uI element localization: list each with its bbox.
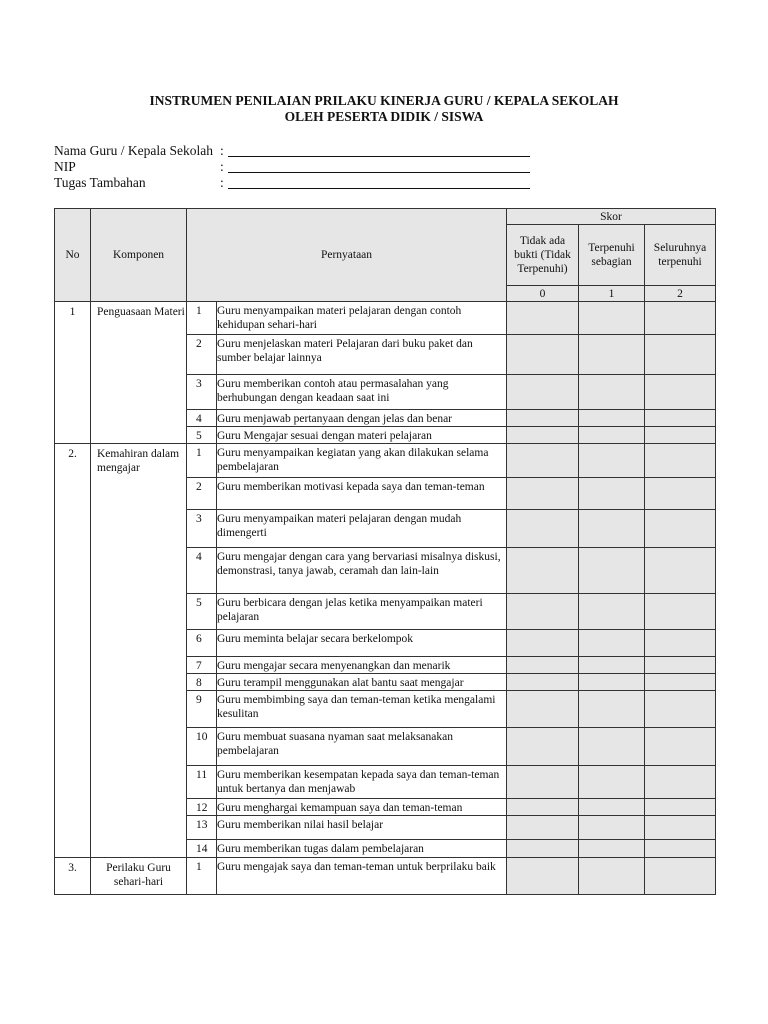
score-cell-2[interactable] xyxy=(645,766,716,799)
item-number: 6 xyxy=(187,630,217,657)
score-cell-1[interactable] xyxy=(579,478,645,510)
score-cell-1[interactable] xyxy=(579,816,645,840)
field-label: Nama Guru / Kepala Sekolah xyxy=(54,143,213,158)
item-statement: Guru menjawab pertanyaan dengan jelas dan benar xyxy=(217,410,507,427)
score-cell-1[interactable] xyxy=(579,799,645,816)
field-fill-line[interactable] xyxy=(228,156,530,157)
score-cell-0[interactable] xyxy=(507,410,579,427)
score-cell-1[interactable] xyxy=(579,335,645,375)
item-number: 4 xyxy=(187,410,217,427)
score-cell-1[interactable] xyxy=(579,444,645,478)
item-statement: Guru memberikan nilai hasil belajar xyxy=(217,816,507,840)
table-row xyxy=(55,858,716,895)
score-cell-0[interactable] xyxy=(507,302,579,335)
item-number: 1 xyxy=(187,444,217,478)
score-cell-1[interactable] xyxy=(579,427,645,444)
header-skor-value-2: 2 xyxy=(645,286,716,302)
score-cell-1[interactable] xyxy=(579,410,645,427)
score-cell-2[interactable] xyxy=(645,335,716,375)
table-row xyxy=(55,444,716,478)
score-cell-0[interactable] xyxy=(507,728,579,766)
score-cell-1[interactable] xyxy=(579,858,645,895)
item-statement: Guru memberikan kesempatan kepada saya dan teman-teman untuk bertanya dan menjawab xyxy=(217,766,507,799)
section-komponen: Penguasaan Materi xyxy=(91,302,187,444)
score-cell-0[interactable] xyxy=(507,858,579,895)
score-cell-2[interactable] xyxy=(645,840,716,858)
item-number: 8 xyxy=(187,674,217,691)
score-cell-2[interactable] xyxy=(645,630,716,657)
score-cell-1[interactable] xyxy=(579,728,645,766)
field-colon: : xyxy=(220,143,224,158)
header-skor-tidak-ada-bukti: Tidak ada bukti (Tidak Terpenuhi) xyxy=(507,225,579,286)
item-number: 4 xyxy=(187,548,217,594)
item-number: 13 xyxy=(187,816,217,840)
score-cell-1[interactable] xyxy=(579,657,645,674)
score-cell-2[interactable] xyxy=(645,657,716,674)
score-cell-2[interactable] xyxy=(645,799,716,816)
score-cell-2[interactable] xyxy=(645,410,716,427)
score-cell-1[interactable] xyxy=(579,375,645,410)
score-cell-0[interactable] xyxy=(507,674,579,691)
field-colon: : xyxy=(220,159,224,174)
field-label: NIP xyxy=(54,159,76,174)
item-statement: Guru menjelaskan materi Pelajaran dari buku paket dan sumber belajar lainnya xyxy=(217,335,507,375)
item-statement: Guru menghargai kemampuan saya dan teman-teman xyxy=(217,799,507,816)
item-statement: Guru mengajak saya dan teman-teman untuk berprilaku baik xyxy=(217,858,507,895)
item-number: 3 xyxy=(187,510,217,548)
field-fill-line[interactable] xyxy=(228,172,530,173)
score-cell-1[interactable] xyxy=(579,630,645,657)
item-statement: Guru berbicara dengan jelas ketika menyampaikan materi pelajaran xyxy=(217,594,507,630)
item-statement: Guru meminta belajar secara berkelompok xyxy=(217,630,507,657)
score-cell-1[interactable] xyxy=(579,840,645,858)
score-cell-2[interactable] xyxy=(645,728,716,766)
score-cell-0[interactable] xyxy=(507,657,579,674)
item-number: 14 xyxy=(187,840,217,858)
score-cell-1[interactable] xyxy=(579,691,645,728)
score-cell-2[interactable] xyxy=(645,510,716,548)
score-cell-0[interactable] xyxy=(507,478,579,510)
score-cell-0[interactable] xyxy=(507,548,579,594)
section-number: 2. xyxy=(55,444,91,858)
item-number: 1 xyxy=(187,858,217,895)
score-cell-2[interactable] xyxy=(645,691,716,728)
score-cell-1[interactable] xyxy=(579,302,645,335)
score-cell-0[interactable] xyxy=(507,335,579,375)
field-colon: : xyxy=(220,175,224,190)
item-number: 12 xyxy=(187,799,217,816)
table-row xyxy=(55,302,716,335)
header-pernyataan: Pernyataan xyxy=(187,209,507,302)
score-cell-2[interactable] xyxy=(645,375,716,410)
section-komponen: Kemahiran dalam mengajar xyxy=(91,444,187,858)
field-fill-line[interactable] xyxy=(228,188,530,189)
section-number: 1 xyxy=(55,302,91,444)
item-number: 3 xyxy=(187,375,217,410)
header-komponen: Komponen xyxy=(91,209,187,302)
score-cell-0[interactable] xyxy=(507,766,579,799)
header-no: No xyxy=(55,209,91,302)
header-skor-terpenuhi-sebagian: Terpenuhi sebagian xyxy=(579,225,645,286)
score-cell-0[interactable] xyxy=(507,816,579,840)
item-statement: Guru memberikan contoh atau permasalahan yang berhubungan dengan keadaan saat ini xyxy=(217,375,507,410)
score-cell-0[interactable] xyxy=(507,427,579,444)
field-label: Tugas Tambahan xyxy=(54,175,146,190)
score-cell-2[interactable] xyxy=(645,548,716,594)
item-statement: Guru menyampaikan materi pelajaran dengan mudah dimengerti xyxy=(217,510,507,548)
document-title-line-1: INSTRUMEN PENILAIAN PRILAKU KINERJA GURU / KEPALA SEKOLAH xyxy=(149,93,619,108)
section-komponen: Perilaku Guru sehari-hari xyxy=(91,858,187,895)
item-statement: Guru membimbing saya dan teman-teman ketika mengalami kesulitan xyxy=(217,691,507,728)
item-statement: Guru membuat suasana nyaman saat melaksanakan pembelajaran xyxy=(217,728,507,766)
item-number: 7 xyxy=(187,657,217,674)
item-number: 11 xyxy=(187,766,217,799)
score-cell-0[interactable] xyxy=(507,594,579,630)
item-number: 9 xyxy=(187,691,217,728)
score-cell-1[interactable] xyxy=(579,594,645,630)
item-number: 10 xyxy=(187,728,217,766)
section-number: 3. xyxy=(55,858,91,895)
score-cell-2[interactable] xyxy=(645,302,716,335)
item-number: 5 xyxy=(187,427,217,444)
header-skor-value-1: 1 xyxy=(579,286,645,302)
score-cell-0[interactable] xyxy=(507,691,579,728)
score-cell-1[interactable] xyxy=(579,510,645,548)
score-cell-1[interactable] xyxy=(579,548,645,594)
item-number: 2 xyxy=(187,478,217,510)
item-statement: Guru mengajar secara menyenangkan dan menarik xyxy=(217,657,507,674)
score-cell-0[interactable] xyxy=(507,510,579,548)
score-cell-2[interactable] xyxy=(645,858,716,895)
score-cell-2[interactable] xyxy=(645,594,716,630)
score-cell-0[interactable] xyxy=(507,799,579,816)
item-statement: Guru Mengajar sesuai dengan materi pelajaran xyxy=(217,427,507,444)
score-cell-2[interactable] xyxy=(645,427,716,444)
assessment-table xyxy=(54,208,716,895)
score-cell-1[interactable] xyxy=(579,674,645,691)
item-number: 5 xyxy=(187,594,217,630)
item-statement: Guru menyampaikan kegiatan yang akan dilakukan selama pembelajaran xyxy=(217,444,507,478)
header-skor-seluruhnya-terpenuhi: Seluruhnya terpenuhi xyxy=(645,225,716,286)
header-skor: Skor xyxy=(507,209,716,225)
item-number: 1 xyxy=(187,302,217,335)
score-cell-0[interactable] xyxy=(507,375,579,410)
item-statement: Guru terampil menggunakan alat bantu saat mengajar xyxy=(217,674,507,691)
item-statement: Guru mengajar dengan cara yang bervariasi misalnya diskusi, demonstrasi, tanya jawab, ceramah dan lain-lain xyxy=(217,548,507,594)
score-cell-1[interactable] xyxy=(579,766,645,799)
item-statement: Guru memberikan motivasi kepada saya dan teman-teman xyxy=(217,478,507,510)
score-cell-2[interactable] xyxy=(645,674,716,691)
score-cell-2[interactable] xyxy=(645,478,716,510)
document-title-line-2: OLEH PESERTA DIDIK / SISWA xyxy=(284,109,484,124)
score-cell-0[interactable] xyxy=(507,444,579,478)
item-statement: Guru menyampaikan materi pelajaran dengan contoh kehidupan sehari-hari xyxy=(217,302,507,335)
header-skor-value-0: 0 xyxy=(507,286,579,302)
score-cell-0[interactable] xyxy=(507,630,579,657)
score-cell-2[interactable] xyxy=(645,444,716,478)
item-statement: Guru memberikan tugas dalam pembelajaran xyxy=(217,840,507,858)
item-number: 2 xyxy=(187,335,217,375)
score-cell-0[interactable] xyxy=(507,840,579,858)
score-cell-2[interactable] xyxy=(645,816,716,840)
